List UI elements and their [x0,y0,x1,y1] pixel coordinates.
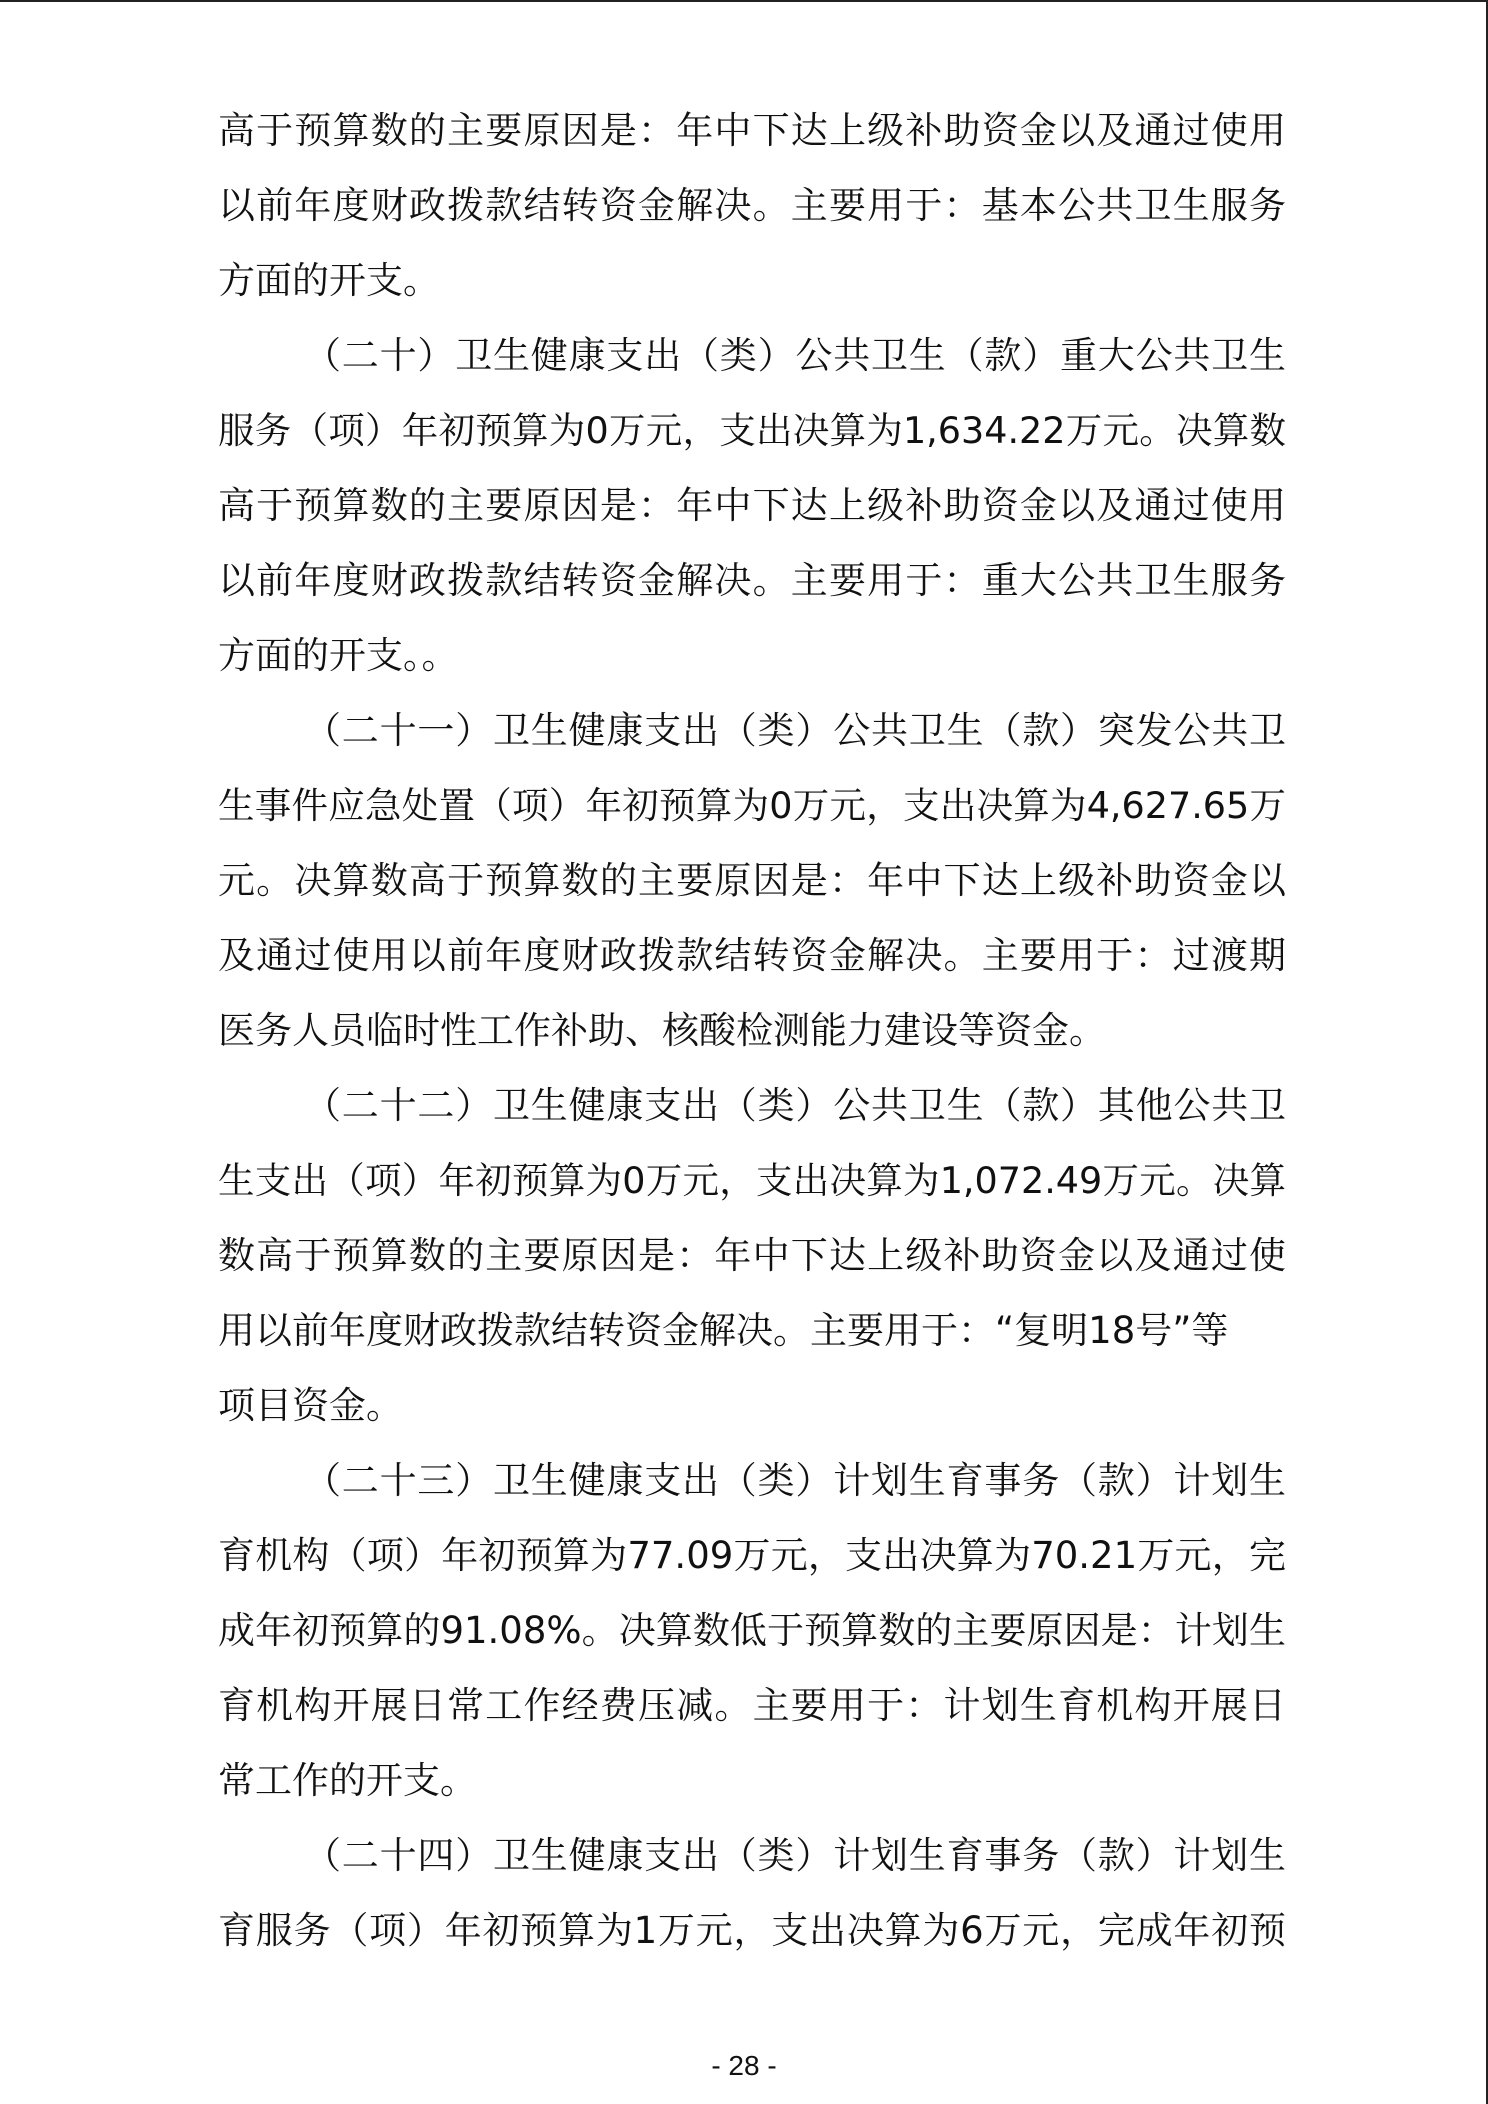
text-line: 元。决算数高于预算数的主要原因是：年中下达上级补助资金以 [218,859,1286,902]
text-line: 育机构开展日常工作经费压减。主要用于：计划生育机构开展日 [218,1684,1286,1727]
text-line: 高于预算数的主要原因是：年中下达上级补助资金以及通过使用 [218,484,1286,527]
text-line: 数高于预算数的主要原因是：年中下达上级补助资金以及通过使 [218,1234,1286,1277]
text-line: 以前年度财政拨款结转资金解决。主要用于：重大公共卫生服务 [218,559,1286,602]
text-line: 医务人员临时性工作补助、核酸检测能力建设等资金。 [218,1009,1106,1052]
text-line: 方面的开支。 [218,259,440,302]
text-line: 高于预算数的主要原因是：年中下达上级补助资金以及通过使用 [218,109,1286,152]
text-line: 生支出（项）年初预算为0万元，支出决算为1,072.49万元。决算 [218,1159,1286,1202]
text-line: （二十二）卫生健康支出（类）公共卫生（款）其他公共卫 [304,1084,1286,1127]
text-line: 用以前年度财政拨款结转资金解决。主要用于：“复明18号”等 [218,1309,1229,1352]
text-line: 服务（项）年初预算为0万元，支出决算为1,634.22万元。决算数 [218,409,1286,452]
text-line: （二十一）卫生健康支出（类）公共卫生（款）突发公共卫 [304,709,1286,752]
text-line: 以前年度财政拨款结转资金解决。主要用于：基本公共卫生服务 [218,184,1286,227]
text-line: 生事件应急处置（项）年初预算为0万元，支出决算为4,627.65万 [218,784,1286,827]
text-line: （二十）卫生健康支出（类）公共卫生（款）重大公共卫生 [304,334,1286,377]
text-line: 项目资金。 [218,1384,403,1427]
text-line: （二十四）卫生健康支出（类）计划生育事务（款）计划生 [304,1834,1286,1877]
text-line: 成年初预算的91.08%。决算数低于预算数的主要原因是：计划生 [218,1609,1286,1652]
page-number: - 28 - [711,2050,777,2081]
text-line: 育机构（项）年初预算为77.09万元，支出决算为70.21万元，完 [218,1534,1286,1577]
text-line: 及通过使用以前年度财政拨款结转资金解决。主要用于：过渡期 [218,934,1286,977]
text-line: 方面的开支。。 [218,634,459,677]
text-line: 育服务（项）年初预算为1万元，支出决算为6万元，完成年初预 [218,1909,1286,1952]
text-line: （二十三）卫生健康支出（类）计划生育事务（款）计划生 [304,1459,1286,1502]
body-text [218,93,1286,1968]
text-line: 常工作的开支。 [218,1759,477,1802]
